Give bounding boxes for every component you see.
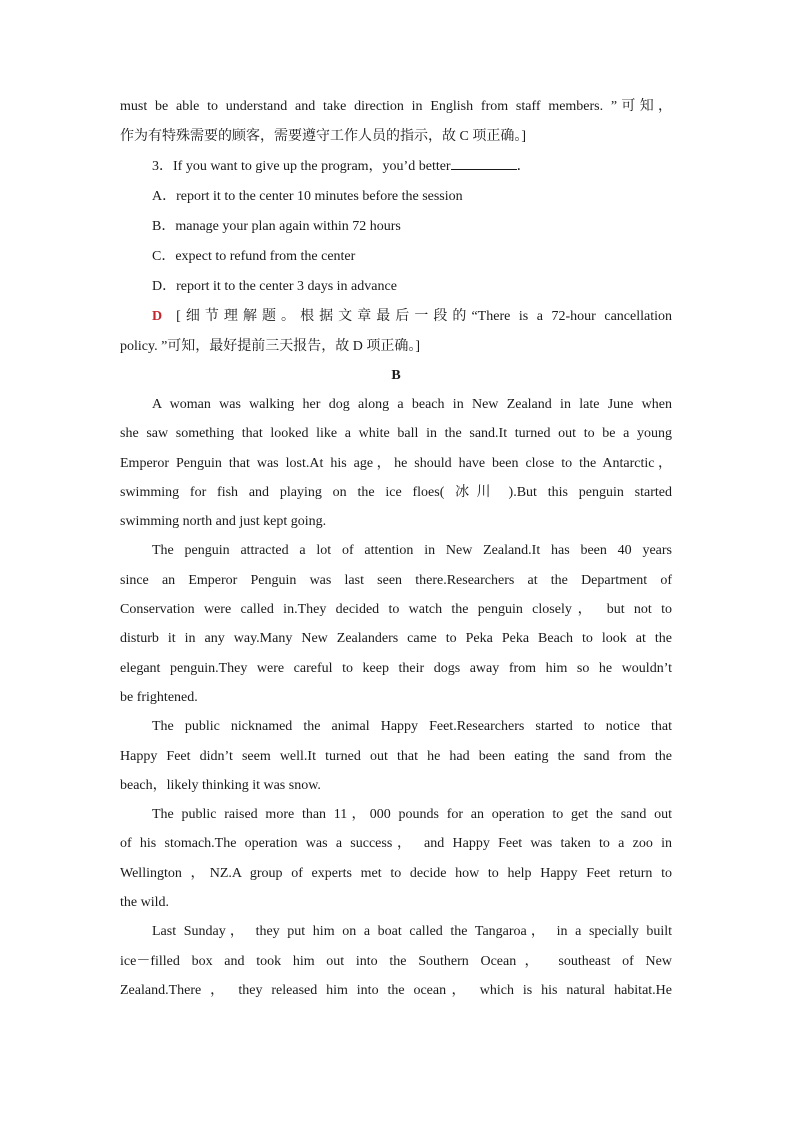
q3-explanation-line-2: policy. ”可知，最好提前三天报告，故 D 项正确。]: [120, 339, 421, 354]
q3-explanation-line-1: [120, 302, 672, 332]
passage-line: The public nicknamed the animal Happy Feet.Researchers started to notice that: [152, 719, 672, 735]
q2-explanation-line-1: must be able to understand and take direction in English from staff members. ”可知，: [120, 99, 672, 114]
passage-line: Conservation were called in.They decided to watch the penguin closely， but not to: [120, 602, 672, 618]
q2-explanation-line-2: 作为有特殊需要的顾客，需要遵守工作人员的指示，故 C 项正确。]: [120, 129, 526, 144]
passage-line: she saw something that looked like a white ball in the sand.It turned out to be a young: [120, 426, 672, 442]
passage-b: [120, 390, 672, 1005]
answer-blank: [451, 155, 517, 170]
question-3-stem: [120, 152, 672, 182]
option-c: C．expect to refund from the center: [152, 249, 356, 264]
passage-line: ice－filled box and took him out into the Southern Ocean， southeast of New: [120, 953, 672, 969]
passage-line: since an Emperor Penguin was last seen there.Researchers at the Department of: [120, 572, 672, 588]
question-3-stem-text: 3．If you want to give up the program，you’d better: [152, 159, 451, 174]
option-b: B．manage your plan again within 72 hours: [152, 219, 401, 234]
passage-line: The public raised more than 11，000 pounds for an operation to get the sand out: [152, 807, 672, 823]
passage-line: elegant penguin.They were careful to keep their dogs away from him so he wouldn’t: [120, 660, 672, 676]
passage-line: A woman was walking her dog along a beach in New Zealand in late June when: [152, 397, 672, 412]
passage-line: Emperor Penguin that was lost.At his age，he should have been close to the Antarctic，: [120, 455, 672, 471]
passage-line: The penguin attracted a lot of attention in New Zealand.It has been 40 years: [152, 543, 672, 559]
section-title: B: [391, 368, 401, 383]
passage-line: the wild.: [120, 895, 169, 911]
option-a: A．report it to the center 10 minutes before the session: [152, 189, 463, 204]
passage-line: Last Sunday， they put him on a boat called the Tangaroa， in a specially built: [152, 924, 672, 940]
passage-line: beach，likely thinking it was snow.: [120, 777, 321, 793]
question-3-stem-end: ．: [516, 159, 531, 174]
passage-line: of his stomach.The operation was a success， and Happy Feet was taken to a zoo in: [120, 836, 672, 852]
answer-letter: D: [152, 309, 163, 324]
option-d: D．report it to the center 3 days in advance: [152, 279, 397, 294]
passage-line: swimming for fish and playing on the ice floes( 冰川 ).But this penguin started: [120, 484, 672, 500]
document-page: [120, 92, 672, 1005]
passage-line: Happy Feet didn’t seem well.It turned out that he had been eating the sand from the: [120, 748, 672, 764]
passage-line: be frightened.: [120, 689, 198, 705]
passage-line: Wellington ，NZ.A group of experts met to decide how to help Happy Feet return to: [120, 865, 672, 881]
passage-line: disturb it in any way.Many New Zealanders came to Peka Peka Beach to look at the: [120, 631, 672, 647]
passage-line: swimming north and just kept going.: [120, 514, 327, 530]
q3-explanation-text: [细节理解题。根据文章最后一段的“There is a 72-hour cancellation: [176, 309, 672, 324]
passage-line: Zealand.There ， they released him into the ocean， which is his natural habitat.He: [120, 982, 672, 998]
